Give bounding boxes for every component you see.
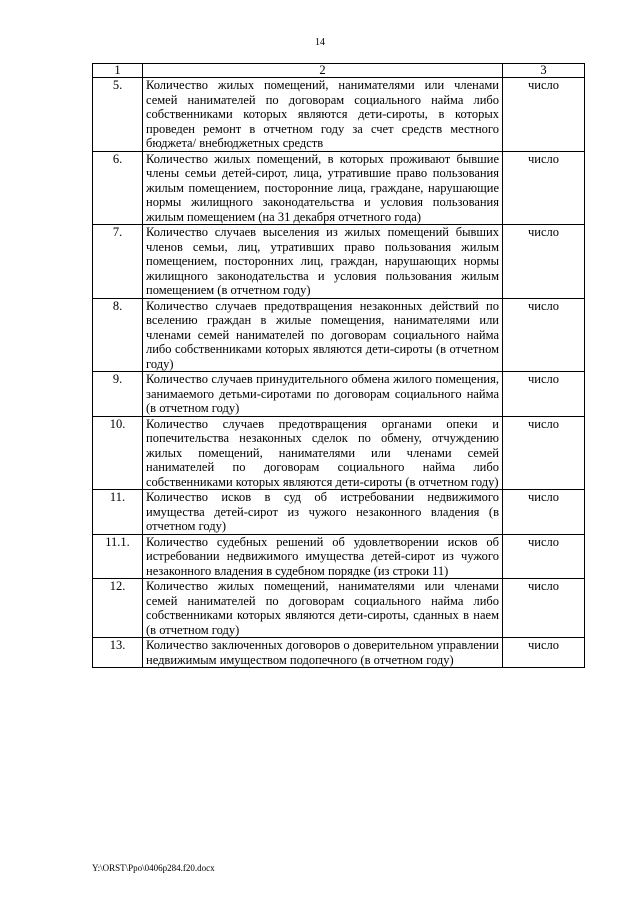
column-header-1: 1 — [93, 64, 143, 78]
page-number: 14 — [315, 37, 325, 48]
row-unit: число — [503, 638, 585, 668]
row-number: 9. — [93, 372, 143, 417]
table-row — [93, 298, 585, 372]
row-unit: число — [503, 534, 585, 579]
row-description: Количество жилых помещений, в которых проживают бывшие члены семьи детей-сирот, лица, утратившие право пользования жилым помещением, посторонние лица, граждане, нарушающие нормы жилищного законодательства и условия пользования жилым помещением (на 31 декабря отчетного года) — [143, 151, 503, 225]
row-number: 12. — [93, 579, 143, 638]
table-row — [93, 490, 585, 535]
row-unit: число — [503, 78, 585, 152]
row-description: Количество случаев предотвращения органами опеки и попечительства незаконных сделок по обмену, отчуждению жилых помещений, нанимателями или членами семей нанимателей по договорам социального найма либо собственниками которых являются дети-сироты (в отчетном году) — [143, 416, 503, 490]
row-description: Количество случаев предотвращения незаконных действий по вселению граждан в жилые помещения, нанимателями или членами семей нанимателей по договорам социального найма либо собственниками которых являются дети-сироты (в отчетном году) — [143, 298, 503, 372]
column-header-2: 2 — [143, 64, 503, 78]
row-description: Количество жилых помещений, нанимателями или членами семей нанимателей по договорам социального найма либо собственниками которых являются дети-сироты, в которых проведен ремонт в отчетном году за счет средств местного бюджета/ внебюджетных средств — [143, 78, 503, 152]
row-unit: число — [503, 490, 585, 535]
table-row — [93, 579, 585, 638]
document-file-path: Y:\ORST\Ppo\0406p284.f20.docx — [92, 863, 215, 873]
row-number: 5. — [93, 78, 143, 152]
table-row — [93, 372, 585, 417]
indicator-table — [92, 63, 585, 668]
row-unit: число — [503, 372, 585, 417]
row-description: Количество исков в суд об истребовании недвижимого имущества детей-сирот из чужого незаконного владения (в отчетном году) — [143, 490, 503, 535]
row-unit: число — [503, 579, 585, 638]
row-description: Количество заключенных договоров о доверительном управлении недвижимым имуществом подопечного (в отчетном году) — [143, 638, 503, 668]
row-number: 11.1. — [93, 534, 143, 579]
header-row — [93, 64, 585, 78]
row-number: 7. — [93, 225, 143, 299]
row-unit: число — [503, 416, 585, 490]
row-number: 10. — [93, 416, 143, 490]
row-number: 13. — [93, 638, 143, 668]
row-description: Количество случаев выселения из жилых помещений бывших членов семьи, лиц, утративших право пользования жилым помещением, посторонних лиц, граждан, нарушающих нормы жилищного законодательства и условия пользования жилым помещением (в отчетном году) — [143, 225, 503, 299]
table-row — [93, 225, 585, 299]
row-number: 11. — [93, 490, 143, 535]
row-description: Количество случаев принудительного обмена жилого помещения, занимаемого детьми-сиротами по договорам социального найма (в отчетном году) — [143, 372, 503, 417]
row-description: Количество судебных решений об удовлетворении исков об истребовании недвижимого имущества детей-сирот из чужого незаконного владения в судебном порядке (из строки 11) — [143, 534, 503, 579]
table-row — [93, 534, 585, 579]
row-number: 6. — [93, 151, 143, 225]
table-row — [93, 416, 585, 490]
row-unit: число — [503, 151, 585, 225]
column-header-3: 3 — [503, 64, 585, 78]
table-row — [93, 151, 585, 225]
row-number: 8. — [93, 298, 143, 372]
row-description: Количество жилых помещений, нанимателями или членами семей нанимателей по договорам социального найма либо собственниками которых являются дети-сироты, сданных в наем (в отчетном году) — [143, 579, 503, 638]
row-unit: число — [503, 298, 585, 372]
row-unit: число — [503, 225, 585, 299]
table-row — [93, 638, 585, 668]
table-row — [93, 78, 585, 152]
